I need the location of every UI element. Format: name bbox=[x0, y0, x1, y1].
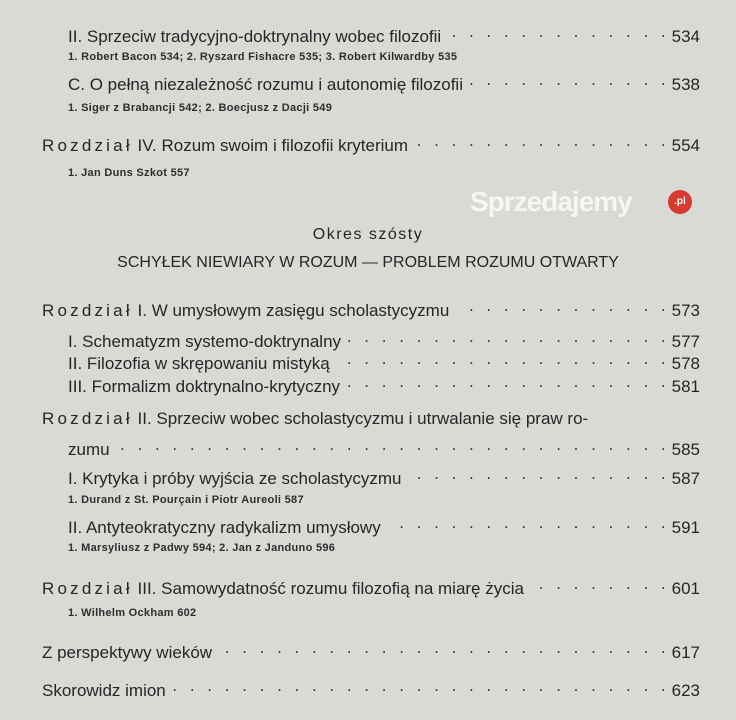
sub-entries: 1. Wilhelm Ockham 602 bbox=[68, 607, 197, 619]
page-number: 581 bbox=[671, 377, 700, 396]
dot-leader bbox=[347, 327, 666, 347]
page-number: 534 bbox=[671, 27, 700, 46]
watermark-badge: .pl bbox=[668, 190, 692, 214]
toc-entry bbox=[42, 676, 700, 701]
dot-leader bbox=[530, 574, 666, 594]
page-number: 587 bbox=[671, 469, 700, 488]
dot-leader bbox=[336, 349, 666, 369]
sub-entries: 1. Robert Bacon 534; 2. Ryszard Fishacre 535; 3. Robert Kilwardby 535 bbox=[68, 51, 458, 63]
dot-leader bbox=[346, 372, 666, 392]
page-number: 617 bbox=[671, 643, 700, 662]
toc-entry bbox=[68, 372, 700, 397]
entry-title: C. O pełną niezależność rozumu i autonomię filozofii bbox=[68, 75, 463, 94]
page-number: 577 bbox=[671, 332, 700, 351]
dot-leader bbox=[469, 70, 666, 90]
page-number: 573 bbox=[671, 301, 700, 320]
dot-leader bbox=[414, 131, 666, 151]
entry-title: III. Samowydatność rozumu filozofią na miarę życia bbox=[137, 579, 524, 598]
chapter-label: Rozdział bbox=[42, 409, 133, 428]
dot-leader bbox=[116, 435, 666, 455]
toc-entry bbox=[68, 22, 700, 47]
entry-title-cont: zumu bbox=[68, 440, 110, 459]
page-number: 538 bbox=[671, 75, 700, 94]
sub-entries: 1. Durand z St. Pourçain i Piotr Aureoli 587 bbox=[68, 494, 304, 506]
dot-leader bbox=[172, 676, 666, 696]
chapter-entry bbox=[42, 131, 700, 156]
entry-title: I. Schematyzm systemo-doktrynalny bbox=[68, 332, 342, 351]
sub-entries: 1. Jan Duns Szkot 557 bbox=[68, 167, 190, 179]
sub-entries: 1. Marsyliusz z Padwy 594; 2. Jan z Janduno 596 bbox=[68, 542, 336, 554]
chapter-label: Rozdział bbox=[42, 301, 133, 320]
entry-title: III. Formalizm doktrynalno-krytyczny bbox=[68, 377, 341, 396]
dot-leader bbox=[455, 296, 665, 316]
page-number: 623 bbox=[671, 681, 700, 700]
chapter-entry bbox=[42, 574, 700, 599]
sub-entries: 1. Siger z Brabancji 542; 2. Boecjusz z Dacji 549 bbox=[68, 102, 333, 114]
chapter-label: Rozdział bbox=[42, 136, 133, 155]
chapter-entry bbox=[42, 409, 700, 429]
page-number: 601 bbox=[671, 579, 700, 598]
page-number: 554 bbox=[671, 136, 700, 155]
toc-entry bbox=[68, 464, 700, 489]
entry-title: IV. Rozum swoim i filozofii kryterium bbox=[137, 136, 409, 155]
dot-leader bbox=[387, 513, 666, 533]
chapter-entry bbox=[42, 296, 700, 321]
entry-title: II. Antyteokratyczny radykalizm umysłowy bbox=[68, 518, 381, 537]
page-number: 585 bbox=[671, 440, 700, 459]
watermark-logo: Sprzedajemy bbox=[470, 186, 632, 217]
dot-leader bbox=[218, 638, 666, 658]
dot-leader bbox=[447, 22, 665, 42]
chapter-label: Rozdział bbox=[42, 579, 133, 598]
page-number: 578 bbox=[671, 354, 700, 373]
entry-title: Skorowidz imion bbox=[42, 681, 166, 700]
toc-entry bbox=[68, 349, 700, 374]
toc-entry bbox=[68, 70, 700, 95]
page-number: 591 bbox=[671, 518, 700, 537]
entry-title: I. Krytyka i próby wyjścia ze scholastycyzmu bbox=[68, 469, 402, 488]
chapter-entry-cont bbox=[68, 435, 700, 460]
entry-title: II. Filozofia w skrępowaniu mistyką bbox=[68, 354, 330, 373]
toc-entry bbox=[68, 513, 700, 538]
toc-entry bbox=[42, 638, 700, 663]
entry-title: II. Sprzeciw wobec scholastycyzmu i utrwalanie się praw ro- bbox=[137, 409, 589, 428]
entry-title: II. Sprzeciw tradycyjno-doktrynalny wobec filozofii bbox=[68, 27, 442, 46]
period-label: Okres szósty bbox=[312, 226, 424, 243]
entry-title: I. W umysłowym zasięgu scholastycyzmu bbox=[137, 301, 450, 320]
entry-title: Z perspektywy wieków bbox=[42, 643, 213, 662]
period-heading: SCHYŁEK NIEWIARY W ROZUM — PROBLEM ROZUMU OTWARTY bbox=[117, 254, 619, 271]
dot-leader bbox=[407, 464, 665, 484]
